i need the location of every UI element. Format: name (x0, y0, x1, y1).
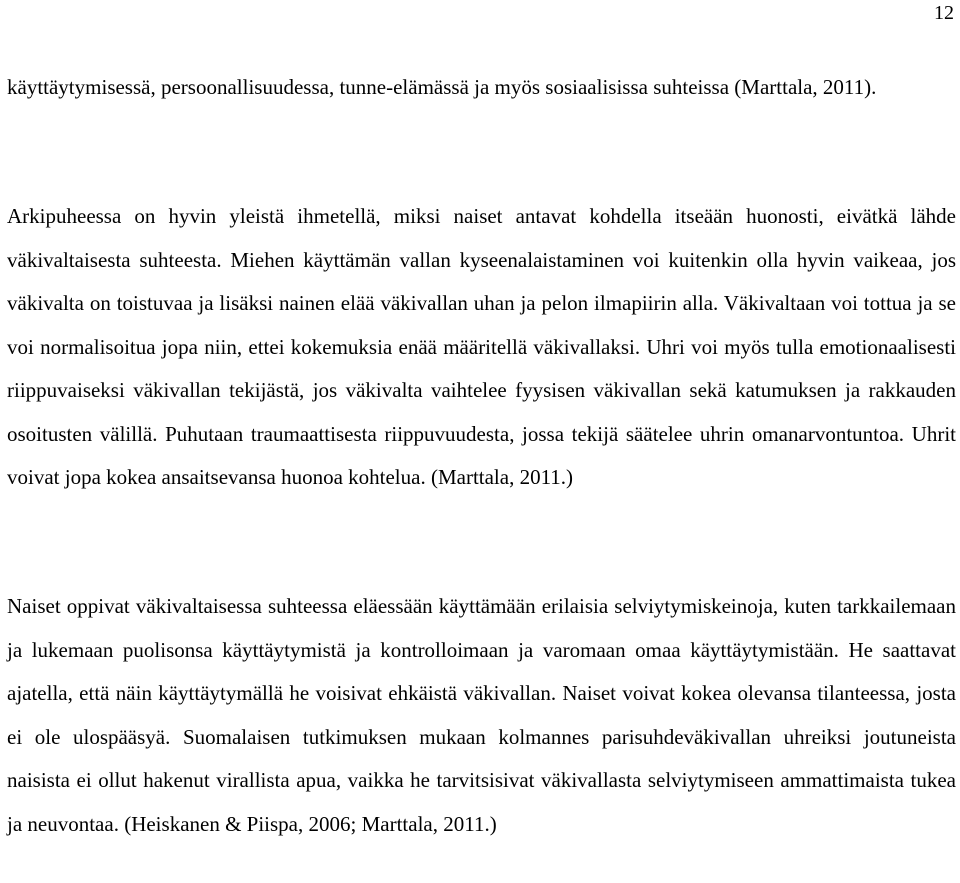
paragraph-3: Naiset oppivat väkivaltaisessa suhteessa eläessään käyttämään erilaisia selviytymiskeinoja, kuten tarkkailemaan ja lukemaan puolisonsa käyttäytymistä ja kontrolloimaan ja varomaan omaa käyttäytymistään. He saattavat ajatella, että näin käyttäytymällä he voisivat ehkäistä väkivallan. Naiset voivat kokea olevansa tilanteessa, josta ei ole ulospääsyä. Suomalaisen tutkimuksen mukaan kolmannes parisuhdeväkivallan uhreiksi joutuneista naisista ei ollut hakenut virallista apua, vaikka he tarvitsisivat väkivallasta selviytymiseen ammattimaista tukea ja neuvontaa. (Heiskanen & Piispa, 2006; Marttala, 2011.) (7, 594, 956, 836)
paragraph-1: käyttäytymisessä, persoonallisuudessa, tunne-elämässä ja myös sosiaalisissa suhteissa (Marttala, 2011). (7, 75, 877, 99)
page-number: 12 (934, 2, 954, 24)
paragraph-2: Arkipuheessa on hyvin yleistä ihmetellä, miksi naiset antavat kohdella itseään huonosti, eivätkä lähde väkivaltaisesta suhteesta. Miehen käyttämän vallan kyseenalaistaminen voi kuitenkin olla hyvin vaikeaa, jos väkivalta on toistuvaa ja lisäksi nainen elää väkivallan uhan ja pelon ilmapiirin alla. Väkivaltaan voi tottua ja se voi normalisoitua jopa niin, ettei kokemuksia enää määritellä väkivallaksi. Uhri voi myös tulla emotionaalisesti riippuvaiseksi väkivallan tekijästä, jos väkivalta vaihtelee fyysisen väkivallan sekä katumuksen ja rakkauden osoitusten välillä. Puhutaan traumaattisesta riippuvuudesta, jossa tekijä säätelee uhrin omanarvontuntoa. Uhrit voivat jopa kokea ansaitsevansa huonoa kohtelua. (Marttala, 2011.) (7, 204, 956, 489)
